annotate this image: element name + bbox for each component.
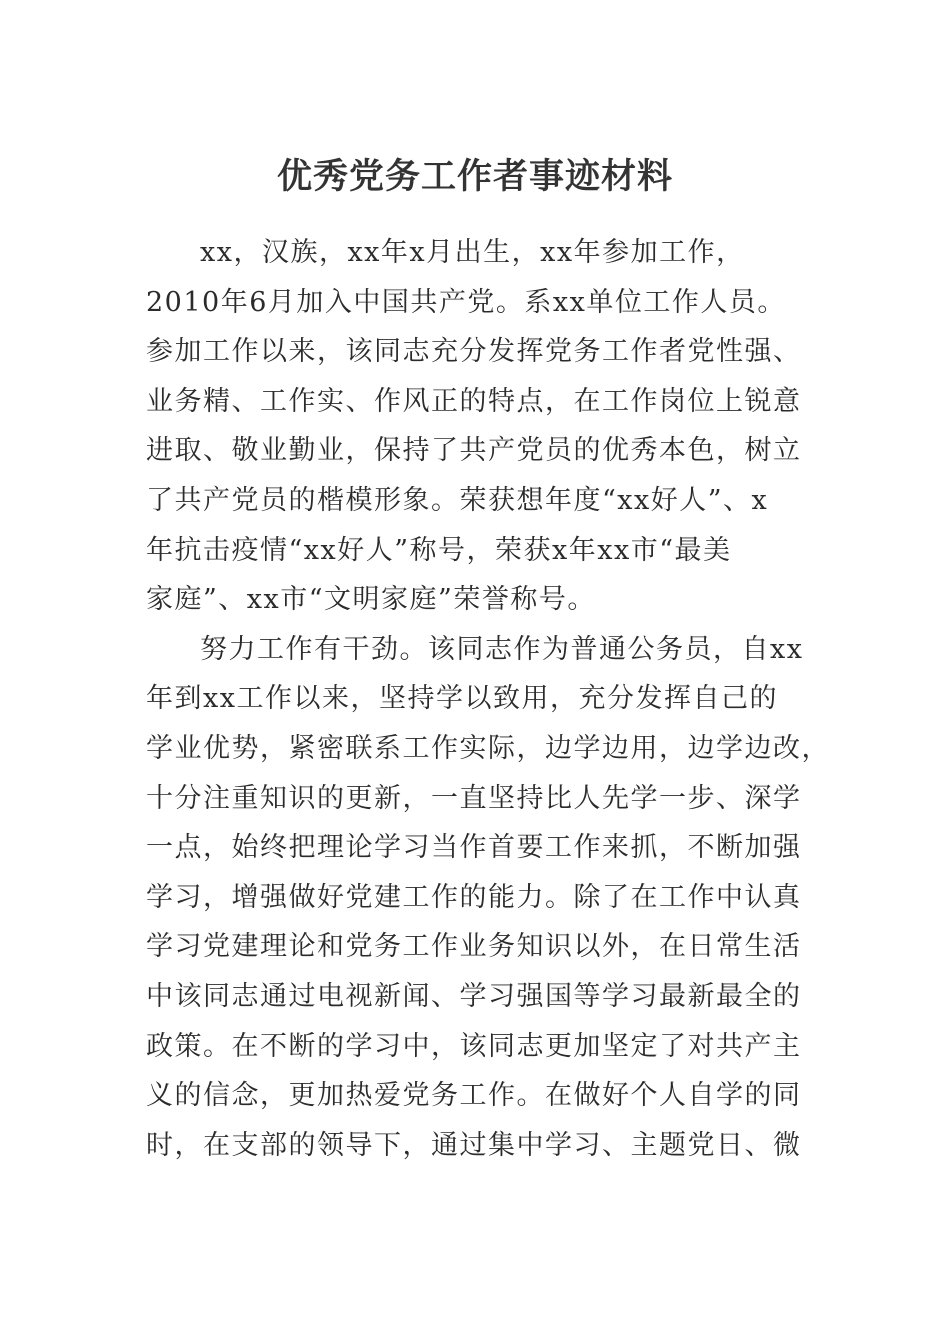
page-title: 优秀党务工作者事迹材料 (276, 157, 673, 197)
text-line: 学业优势，紧密联系工作实际，边学边用，边学边改， (146, 732, 830, 764)
text-line: 努力工作有干劲。该同志作为普通公务员，自xx (200, 633, 804, 665)
text-line: xx，汉族，xx年x月出生，xx年参加工作， (200, 237, 745, 268)
text-line: 十分注重知识的更新，一直坚持比人先学一步、深学 (146, 782, 802, 814)
text-line: 家庭”、xx市“文明家庭”荣誉称号。 (146, 584, 596, 616)
text-line: 政策。在不断的学习中，该同志更加坚定了对共产主 (146, 1030, 802, 1062)
text-line: 年到xx工作以来，坚持学以致用，充分发挥自己的 (146, 683, 778, 715)
text-line: 学习，增强做好党建工作的能力。除了在工作中认真 (146, 881, 802, 913)
text-line: 2010年6月加入中国共产党。系xx单位工作人员。 (146, 286, 786, 318)
document-body (146, 228, 830, 1170)
text-line: 年抗击疫情“xx好人”称号，荣获x年xx市“最美 (146, 534, 732, 566)
text-line: 参加工作以来，该同志充分发挥党务工作者党性强、 (146, 336, 802, 368)
text-line: 中该同志通过电视新闻、学习强国等学习最新最全的 (146, 980, 802, 1012)
text-line: 一点，始终把理论学习当作首要工作来抓，不断加强 (146, 832, 802, 864)
text-line: 义的信念，更加热爱党务工作。在做好个人自学的同 (146, 1080, 802, 1112)
text-line: 进取、敬业勤业，保持了共产党员的优秀本色，树立 (146, 435, 802, 467)
paragraph-1 (146, 228, 826, 625)
text-line: 业务精、工作实、作风正的特点，在工作岗位上锐意 (146, 385, 802, 417)
text-line: 学习党建理论和党务工作业务知识以外，在日常生活 (146, 931, 802, 963)
text-line: 了共产党员的楷模形象。荣获想年度“xx好人”、x (146, 484, 769, 516)
text-line: 时，在支部的领导下，通过集中学习、主题党日、微 (146, 1129, 802, 1161)
paragraph-2 (146, 625, 830, 1171)
